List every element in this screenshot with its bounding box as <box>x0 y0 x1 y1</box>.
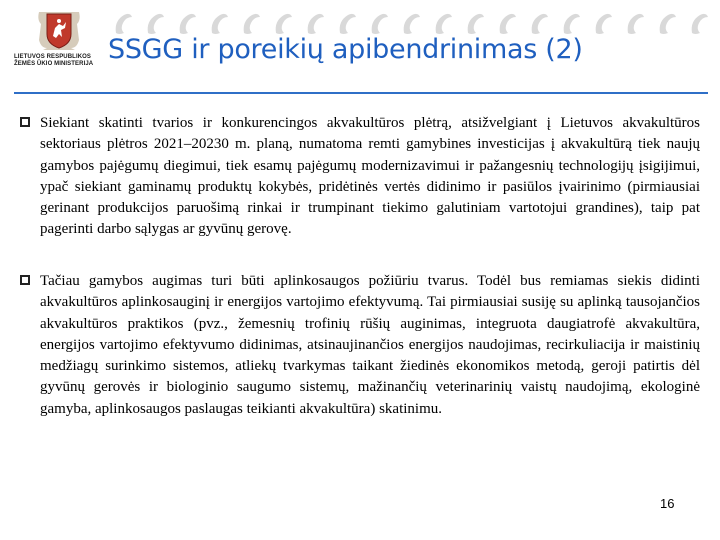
ornament-leaf-icon <box>208 9 230 37</box>
ornament-leaf-icon <box>496 9 518 37</box>
ornament-leaf-icon <box>144 9 166 37</box>
coat-of-arms-icon <box>35 10 83 52</box>
ornament-leaf-icon <box>464 9 486 37</box>
page-number: 16 <box>660 496 675 511</box>
ornament-leaf-icon <box>272 9 294 37</box>
logo-line-2: ŽEMĖS ŪKIO MINISTERIJA <box>14 61 94 67</box>
bullet-text-1: Siekiant skatinti tvarios ir konkurencingos akvakultūros plėtrą, atsižvelgiant į Lietuvos akvakultūros sektoriaus plėtros 2021–20230 m. planą, numatoma remti gamybines investicijas į akvakultūrą tiek naujų gamybos pajėgumų diegimui, tiek esamų pajėgumų modernizavimui ir pažangesnių technologijų įsigijimui, ypač siekiant gaminamų produktų kokybės, pridėtinės vertės didinimo ir pasiūlos įvairinimo (pirmiausiai gerinant produkcijos paruošimą rinkai ir trumpinant tiekimo galutiniam vartotojui grandines), taip pat pagerinti darbo sąlygas ar gyvūnų gerovę. <box>40 115 700 238</box>
ornament-leaf-icon <box>560 9 582 37</box>
ornament-leaf-icon <box>400 9 422 37</box>
ornament-leaf-icon <box>336 9 358 37</box>
checkbox-bullet-icon <box>20 117 30 127</box>
page-title: SSGG ir poreikių apibendrinimas (2) <box>108 34 583 65</box>
ornament-leaf-icon <box>432 9 454 37</box>
ornament-leaf-icon <box>176 9 198 37</box>
logo-line-1: LIETUVOS RESPUBLIKOS <box>14 54 92 60</box>
bullet-text-2: Tačiau gamybos augimas turi būti aplinkosaugos požiūriu tvarus. Todėl bus remiamas siekis didinti akvakultūros aplinkosauginį ir energijos vartojimo efektyvumą. Tai pirmiausiai susiję su aplinką tausojančios akvakultūros praktikos (pvz., žemesnių trofinių rūšių auginimas, integruota daugiatrofė akvakultūra, energijos vartojimo efektyvumo didinimas, atsinaujinančios energijos naudojimas, recirkuliacija ir maistinių medžiagų surinkimo sistemos, atliekų tvarkymas taikant žiedinės ekonomikos metodą, geroji patirtis dėl gyvūnų gerovės ir biologinio saugumo sistemų, mažinančių veterinarinių vaistų naudojimą, ekologinė gamyba, aplinkosaugos paslaugas teikianti akvakultūra) skatinimu. <box>40 273 700 417</box>
ornament-leaf-icon <box>688 9 710 37</box>
bullet-item-2 <box>20 271 700 420</box>
ornament-leaf-icon <box>528 9 550 37</box>
bullet-item-1 <box>20 113 700 241</box>
ornament-leaf-icon <box>240 9 262 37</box>
ornament-leaf-icon <box>656 9 678 37</box>
ornament-leaf-icon <box>112 9 134 37</box>
title-divider <box>14 92 708 94</box>
ornament-leaf-icon <box>304 9 326 37</box>
ornament-leaf-icon <box>592 9 614 37</box>
ornament-leaf-icon <box>624 9 646 37</box>
ministry-logo <box>14 10 104 76</box>
ornament-leaf-icon <box>368 9 390 37</box>
checkbox-bullet-icon <box>20 275 30 285</box>
